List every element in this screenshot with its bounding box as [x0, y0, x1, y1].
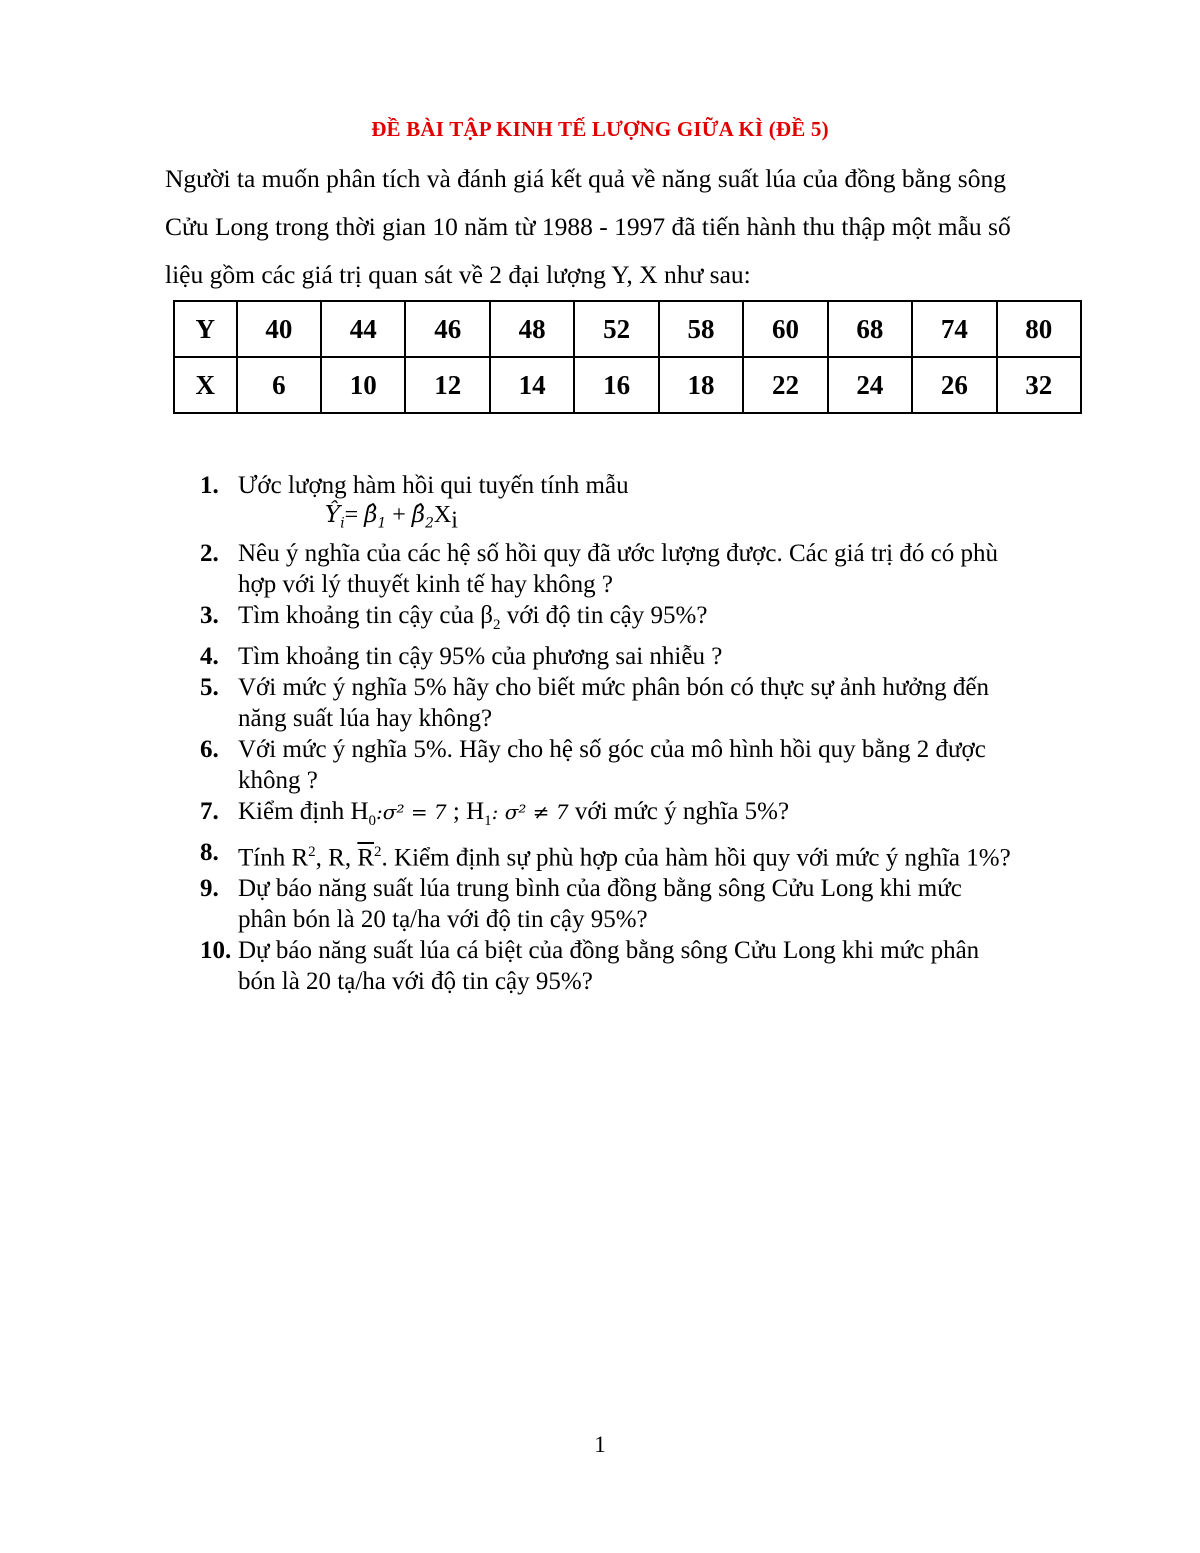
- question-number: 8.: [200, 838, 219, 866]
- intro-line: liệu gồm các giá trị quan sát về 2 đại lượng Y, X như sau:: [165, 260, 751, 289]
- data-table: [173, 300, 1082, 414]
- r-superscript: 2: [308, 843, 316, 860]
- formula-plus: +: [386, 502, 412, 528]
- table-row-x: [174, 357, 1081, 413]
- question-number: 1.: [200, 472, 219, 499]
- formula-beta2: β̂: [411, 502, 426, 528]
- table-cell: 14: [490, 357, 574, 413]
- formula-beta1: β̂: [364, 502, 378, 528]
- question-item: [200, 600, 1100, 641]
- row-label: Y: [174, 301, 237, 357]
- table-cell: 12: [405, 357, 489, 413]
- question-text: Tính R: [238, 843, 309, 871]
- table-cell: 16: [574, 357, 658, 413]
- table-cell: 32: [997, 357, 1081, 413]
- question-number: 4.: [200, 642, 219, 670]
- question-text: Dự báo năng suất lúa trung bình của đồng bằng sông Cửu Long khi mức: [238, 874, 962, 902]
- question-text: hợp với lý thuyết kinh tế hay không ?: [238, 570, 613, 598]
- intro-line: Cửu Long trong thời gian 10 năm từ 1988 - 1997 đã tiến hành thu thập một mẫu số: [165, 212, 1011, 241]
- table-cell: 74: [912, 301, 996, 357]
- question-text: . Kiểm định sự phù hợp của hàm hồi quy với mức ý nghĩa 1%?: [381, 843, 1011, 871]
- formula-sub: 2: [425, 515, 434, 532]
- question-item: [200, 641, 1100, 672]
- table-cell: 80: [997, 301, 1081, 357]
- regression-formula: [200, 501, 1100, 538]
- question-text: Với mức ý nghĩa 5%. Hãy cho hệ số góc của mô hình hồi quy bằng 2 được: [238, 735, 986, 763]
- math-expression: : σ² ≠ 7: [491, 799, 569, 824]
- r-bar: $\overline{R}$: [357, 843, 375, 871]
- question-text: Kiểm định H: [238, 797, 369, 825]
- formula-sub: i: [340, 515, 345, 532]
- document-title: ĐỀ BÀI TẬP KINH TẾ LƯỢNG GIỮA KÌ (ĐỀ 5): [371, 117, 829, 141]
- question-text: Dự báo năng suất lúa cá biệt của đồng bằng sông Cửu Long khi mức phân: [238, 936, 980, 964]
- question-item: [200, 672, 1100, 734]
- question-text: bón là 20 tạ/ha với độ tin cậy 95%?: [238, 967, 593, 995]
- question-number: 3.: [200, 601, 219, 629]
- question-number: 10.: [200, 936, 232, 964]
- table-cell: 68: [828, 301, 912, 357]
- h-subscript: 0: [368, 812, 377, 829]
- formula-sub: 1: [377, 515, 387, 532]
- question-item: [200, 873, 1100, 935]
- question-text: Ước lượng hàm hồi qui tuyến tính mẫu: [238, 472, 629, 499]
- question-item: [200, 837, 1100, 873]
- question-text: Nêu ý nghĩa của các hệ số hồi quy đã ước lượng được. Các giá trị đó có phù: [238, 539, 998, 567]
- question-item: [200, 538, 1100, 600]
- beta-subscript: 2: [493, 616, 501, 633]
- formula-eq: =: [344, 502, 365, 528]
- formula-sub: i: [451, 507, 458, 534]
- question-number: 6.: [200, 735, 219, 763]
- question-number: 2.: [200, 539, 219, 567]
- table-cell: 24: [828, 357, 912, 413]
- table-row-y: [174, 301, 1081, 357]
- table-cell: 6: [237, 357, 321, 413]
- page-number: 1: [594, 1432, 606, 1457]
- intro-line: Người ta muốn phân tích và đánh giá kết quả về năng suất lúa của đồng bằng sông: [165, 164, 1006, 193]
- h-subscript: 1: [484, 812, 492, 829]
- question-item: [200, 796, 1100, 837]
- table-cell: 52: [574, 301, 658, 357]
- table-cell: 60: [743, 301, 827, 357]
- question-text: không ?: [238, 766, 318, 794]
- formula-yhat: Ŷ: [325, 502, 341, 528]
- question-item: [200, 470, 1100, 501]
- table-cell: 10: [321, 357, 405, 413]
- row-label: X: [174, 357, 237, 413]
- question-text: Tìm khoảng tin cậy 95% của phương sai nhiễu ?: [238, 642, 723, 670]
- table-cell: 18: [659, 357, 743, 413]
- question-text: phân bón là 20 tạ/ha với độ tin cậy 95%?: [238, 905, 648, 933]
- question-text: Tìm khoảng tin cậy của β: [238, 601, 494, 629]
- question-number: 7.: [200, 797, 219, 825]
- question-text: ; H: [446, 797, 485, 825]
- question-text: Với mức ý nghĩa 5% hãy cho biết mức phân bón có thực sự ảnh hưởng đến: [238, 673, 989, 701]
- table-cell: 22: [743, 357, 827, 413]
- table-cell: 46: [405, 301, 489, 357]
- question-text: với mức ý nghĩa 5%?: [568, 797, 790, 825]
- question-text: năng suất lúa hay không?: [238, 704, 493, 732]
- question-number: 5.: [200, 673, 219, 701]
- question-item: [200, 734, 1100, 796]
- question-text: , R,: [315, 843, 358, 871]
- question-number: 9.: [200, 874, 219, 902]
- question-list: [200, 470, 1100, 997]
- table-cell: 58: [659, 301, 743, 357]
- question-item: [200, 935, 1100, 997]
- table-cell: 48: [490, 301, 574, 357]
- intro-paragraph: [165, 155, 1095, 299]
- r-superscript: 2: [374, 843, 382, 860]
- table-cell: 26: [912, 357, 996, 413]
- formula-x: X: [433, 502, 452, 528]
- question-text: với độ tin cậy 95%?: [500, 601, 708, 629]
- table-cell: 40: [237, 301, 321, 357]
- math-expression: :σ² = 7: [376, 799, 447, 824]
- table-cell: 44: [321, 301, 405, 357]
